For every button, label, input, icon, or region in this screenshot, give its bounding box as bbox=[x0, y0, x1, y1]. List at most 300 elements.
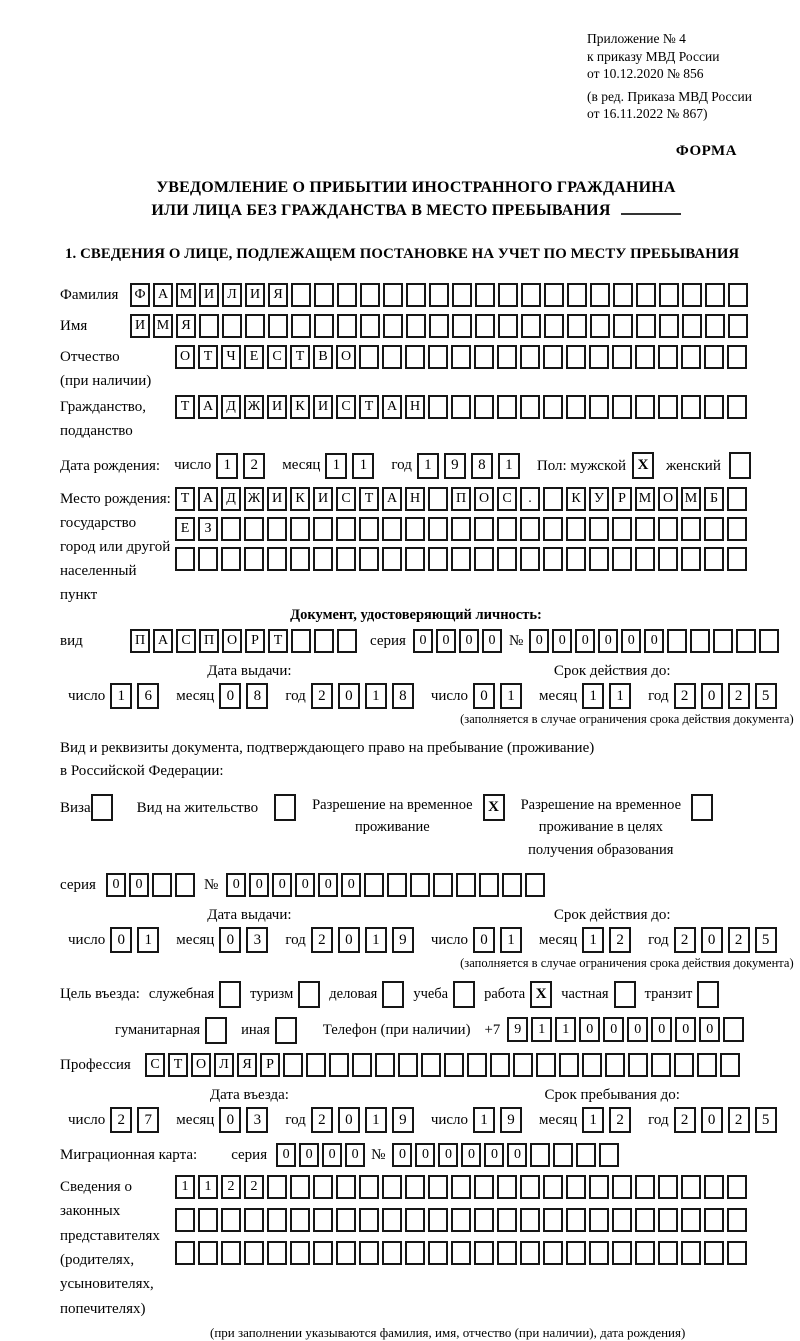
char-box[interactable] bbox=[290, 517, 310, 541]
char-box[interactable]: 0 bbox=[318, 873, 338, 897]
char-box[interactable] bbox=[475, 283, 495, 307]
char-box[interactable] bbox=[543, 1175, 563, 1199]
char-box[interactable]: И bbox=[130, 314, 150, 338]
char-box[interactable] bbox=[336, 1208, 356, 1232]
char-box[interactable]: 8 bbox=[392, 683, 414, 709]
char-box[interactable] bbox=[543, 517, 563, 541]
char-box[interactable]: 1 bbox=[609, 683, 631, 709]
char-box[interactable]: 0 bbox=[473, 927, 495, 953]
char-box[interactable]: Р bbox=[260, 1053, 280, 1077]
char-box[interactable]: З bbox=[198, 517, 218, 541]
char-box[interactable] bbox=[635, 1175, 655, 1199]
char-box[interactable] bbox=[704, 517, 724, 541]
char-box[interactable] bbox=[681, 395, 701, 419]
char-box[interactable] bbox=[497, 1208, 517, 1232]
char-box[interactable]: 0 bbox=[219, 927, 241, 953]
checkbox-edu-permit[interactable] bbox=[691, 794, 713, 821]
char-box[interactable] bbox=[175, 1208, 195, 1232]
char-box[interactable] bbox=[474, 1175, 494, 1199]
char-box[interactable]: С bbox=[336, 395, 356, 419]
char-box[interactable] bbox=[635, 1241, 655, 1265]
char-box[interactable] bbox=[521, 283, 541, 307]
char-box[interactable]: 0 bbox=[219, 683, 241, 709]
char-box[interactable] bbox=[474, 547, 494, 571]
char-box[interactable]: Т bbox=[290, 345, 310, 369]
char-box[interactable] bbox=[428, 1175, 448, 1199]
char-box[interactable]: 1 bbox=[352, 453, 374, 479]
char-box[interactable] bbox=[736, 629, 756, 653]
char-box[interactable]: Н bbox=[405, 487, 425, 511]
char-box[interactable]: 3 bbox=[246, 1107, 268, 1133]
char-box[interactable]: 0 bbox=[598, 629, 618, 653]
char-box[interactable] bbox=[566, 1241, 586, 1265]
char-box[interactable]: 0 bbox=[701, 927, 723, 953]
char-box[interactable] bbox=[682, 314, 702, 338]
char-box[interactable] bbox=[428, 1241, 448, 1265]
char-box[interactable] bbox=[452, 314, 472, 338]
char-box[interactable] bbox=[267, 1208, 287, 1232]
char-box[interactable] bbox=[690, 629, 710, 653]
char-box[interactable] bbox=[566, 547, 586, 571]
char-box[interactable]: О bbox=[658, 487, 678, 511]
char-box[interactable] bbox=[543, 395, 563, 419]
char-box[interactable] bbox=[520, 395, 540, 419]
char-box[interactable] bbox=[456, 873, 476, 897]
char-box[interactable]: 0 bbox=[436, 629, 456, 653]
char-box[interactable]: 0 bbox=[106, 873, 126, 897]
char-box[interactable]: 0 bbox=[675, 1017, 696, 1042]
char-box[interactable]: 0 bbox=[699, 1017, 720, 1042]
char-box[interactable] bbox=[451, 547, 471, 571]
char-box[interactable] bbox=[566, 1208, 586, 1232]
char-box[interactable] bbox=[245, 314, 265, 338]
char-box[interactable]: Ф bbox=[130, 283, 150, 307]
char-box[interactable] bbox=[475, 314, 495, 338]
char-box[interactable] bbox=[359, 1175, 379, 1199]
char-box[interactable] bbox=[589, 517, 609, 541]
char-box[interactable] bbox=[566, 1175, 586, 1199]
char-box[interactable] bbox=[613, 283, 633, 307]
char-box[interactable] bbox=[429, 314, 449, 338]
char-box[interactable] bbox=[697, 1053, 717, 1077]
char-box[interactable]: И bbox=[313, 395, 333, 419]
char-box[interactable] bbox=[520, 517, 540, 541]
checkbox-purpose-work[interactable]: X bbox=[530, 981, 552, 1008]
char-box[interactable]: 0 bbox=[651, 1017, 672, 1042]
char-box[interactable]: 2 bbox=[244, 1175, 264, 1199]
char-box[interactable] bbox=[705, 283, 725, 307]
char-box[interactable] bbox=[428, 395, 448, 419]
char-box[interactable] bbox=[704, 1241, 724, 1265]
char-box[interactable]: Е bbox=[175, 517, 195, 541]
char-box[interactable] bbox=[497, 547, 517, 571]
char-box[interactable] bbox=[382, 1241, 402, 1265]
char-box[interactable] bbox=[599, 1143, 619, 1167]
char-box[interactable] bbox=[352, 1053, 372, 1077]
char-box[interactable]: Н bbox=[405, 395, 425, 419]
char-box[interactable]: 0 bbox=[338, 1107, 360, 1133]
char-box[interactable]: 2 bbox=[609, 927, 631, 953]
char-box[interactable]: И bbox=[267, 487, 287, 511]
char-box[interactable] bbox=[498, 314, 518, 338]
char-box[interactable] bbox=[520, 1241, 540, 1265]
char-box[interactable]: С bbox=[145, 1053, 165, 1077]
char-box[interactable] bbox=[360, 283, 380, 307]
char-box[interactable]: Т bbox=[359, 487, 379, 511]
char-box[interactable] bbox=[383, 314, 403, 338]
char-box[interactable] bbox=[658, 1208, 678, 1232]
char-box[interactable] bbox=[520, 547, 540, 571]
char-box[interactable] bbox=[589, 395, 609, 419]
char-box[interactable] bbox=[544, 283, 564, 307]
char-box[interactable]: А bbox=[382, 395, 402, 419]
char-box[interactable] bbox=[567, 283, 587, 307]
char-box[interactable] bbox=[589, 547, 609, 571]
char-box[interactable] bbox=[497, 395, 517, 419]
char-box[interactable]: 5 bbox=[755, 683, 777, 709]
checkbox-male[interactable]: X bbox=[632, 452, 654, 479]
char-box[interactable] bbox=[727, 487, 747, 511]
char-box[interactable]: Т bbox=[175, 395, 195, 419]
char-box[interactable] bbox=[658, 517, 678, 541]
char-box[interactable] bbox=[727, 547, 747, 571]
char-box[interactable] bbox=[479, 873, 499, 897]
char-box[interactable] bbox=[175, 547, 195, 571]
char-box[interactable] bbox=[658, 1175, 678, 1199]
char-box[interactable]: 7 bbox=[137, 1107, 159, 1133]
char-box[interactable]: Ч bbox=[221, 345, 241, 369]
char-box[interactable] bbox=[451, 1241, 471, 1265]
char-box[interactable]: 0 bbox=[701, 1107, 723, 1133]
char-box[interactable] bbox=[612, 547, 632, 571]
char-box[interactable] bbox=[520, 1175, 540, 1199]
checkbox-purpose-official[interactable] bbox=[219, 981, 241, 1008]
char-box[interactable]: 0 bbox=[529, 629, 549, 653]
char-box[interactable] bbox=[513, 1053, 533, 1077]
char-box[interactable] bbox=[520, 345, 540, 369]
char-box[interactable] bbox=[290, 1175, 310, 1199]
char-box[interactable] bbox=[467, 1053, 487, 1077]
char-box[interactable] bbox=[728, 314, 748, 338]
char-box[interactable]: 1 bbox=[500, 927, 522, 953]
char-box[interactable] bbox=[428, 517, 448, 541]
char-box[interactable] bbox=[244, 547, 264, 571]
char-box[interactable]: Р bbox=[245, 629, 265, 653]
char-box[interactable] bbox=[429, 283, 449, 307]
char-box[interactable] bbox=[576, 1143, 596, 1167]
char-box[interactable]: Ж bbox=[244, 487, 264, 511]
char-box[interactable] bbox=[681, 1208, 701, 1232]
char-box[interactable]: Д bbox=[221, 395, 241, 419]
char-box[interactable]: П bbox=[199, 629, 219, 653]
char-box[interactable] bbox=[759, 629, 779, 653]
char-box[interactable] bbox=[337, 283, 357, 307]
char-box[interactable] bbox=[267, 1241, 287, 1265]
char-box[interactable] bbox=[337, 314, 357, 338]
char-box[interactable] bbox=[375, 1053, 395, 1077]
char-box[interactable]: 1 bbox=[500, 683, 522, 709]
char-box[interactable] bbox=[364, 873, 384, 897]
char-box[interactable] bbox=[360, 314, 380, 338]
char-box[interactable] bbox=[727, 395, 747, 419]
char-box[interactable]: 0 bbox=[392, 1143, 412, 1167]
char-box[interactable] bbox=[521, 314, 541, 338]
char-box[interactable] bbox=[383, 283, 403, 307]
char-box[interactable]: 5 bbox=[755, 927, 777, 953]
char-box[interactable]: 1 bbox=[555, 1017, 576, 1042]
char-box[interactable]: 1 bbox=[473, 1107, 495, 1133]
char-box[interactable]: В bbox=[313, 345, 333, 369]
checkbox-purpose-business[interactable] bbox=[382, 981, 404, 1008]
char-box[interactable]: Ж bbox=[244, 395, 264, 419]
char-box[interactable] bbox=[405, 345, 425, 369]
char-box[interactable]: Я bbox=[268, 283, 288, 307]
char-box[interactable]: 2 bbox=[311, 1107, 333, 1133]
char-box[interactable] bbox=[382, 345, 402, 369]
char-box[interactable]: К bbox=[290, 395, 310, 419]
char-box[interactable]: 0 bbox=[129, 873, 149, 897]
char-box[interactable]: О bbox=[175, 345, 195, 369]
char-box[interactable] bbox=[728, 283, 748, 307]
char-box[interactable]: А bbox=[153, 283, 173, 307]
char-box[interactable] bbox=[452, 283, 472, 307]
char-box[interactable]: 2 bbox=[609, 1107, 631, 1133]
char-box[interactable] bbox=[359, 1208, 379, 1232]
char-box[interactable] bbox=[490, 1053, 510, 1077]
char-box[interactable] bbox=[704, 395, 724, 419]
char-box[interactable] bbox=[198, 1208, 218, 1232]
char-box[interactable] bbox=[336, 547, 356, 571]
char-box[interactable]: О bbox=[474, 487, 494, 511]
char-box[interactable] bbox=[681, 1175, 701, 1199]
char-box[interactable] bbox=[405, 1208, 425, 1232]
char-box[interactable] bbox=[290, 547, 310, 571]
char-box[interactable]: И bbox=[199, 283, 219, 307]
char-box[interactable]: 2 bbox=[311, 683, 333, 709]
char-box[interactable]: 0 bbox=[341, 873, 361, 897]
char-box[interactable]: 1 bbox=[365, 927, 387, 953]
checkbox-purpose-humanitarian[interactable] bbox=[205, 1017, 227, 1044]
char-box[interactable] bbox=[451, 1175, 471, 1199]
char-box[interactable]: 2 bbox=[728, 683, 750, 709]
char-box[interactable] bbox=[727, 1241, 747, 1265]
char-box[interactable] bbox=[290, 1241, 310, 1265]
char-box[interactable] bbox=[175, 873, 195, 897]
char-box[interactable]: 0 bbox=[484, 1143, 504, 1167]
char-box[interactable] bbox=[410, 873, 430, 897]
char-box[interactable]: М bbox=[681, 487, 701, 511]
char-box[interactable] bbox=[221, 1208, 241, 1232]
char-box[interactable] bbox=[222, 314, 242, 338]
char-box[interactable]: 1 bbox=[582, 1107, 604, 1133]
char-box[interactable] bbox=[605, 1053, 625, 1077]
char-box[interactable] bbox=[433, 873, 453, 897]
char-box[interactable] bbox=[336, 517, 356, 541]
char-box[interactable] bbox=[382, 1208, 402, 1232]
char-box[interactable]: 1 bbox=[417, 453, 439, 479]
char-box[interactable]: 0 bbox=[507, 1143, 527, 1167]
char-box[interactable]: 0 bbox=[413, 629, 433, 653]
char-box[interactable] bbox=[682, 283, 702, 307]
char-box[interactable]: 0 bbox=[345, 1143, 365, 1167]
char-box[interactable] bbox=[474, 345, 494, 369]
char-box[interactable] bbox=[267, 517, 287, 541]
checkbox-residence-permit[interactable] bbox=[274, 794, 296, 821]
char-box[interactable] bbox=[612, 1175, 632, 1199]
checkbox-purpose-transit[interactable] bbox=[697, 981, 719, 1008]
char-box[interactable] bbox=[589, 345, 609, 369]
char-box[interactable] bbox=[681, 1241, 701, 1265]
char-box[interactable]: И bbox=[267, 395, 287, 419]
char-box[interactable] bbox=[406, 314, 426, 338]
char-box[interactable]: 8 bbox=[471, 453, 493, 479]
char-box[interactable]: 0 bbox=[338, 927, 360, 953]
char-box[interactable] bbox=[566, 345, 586, 369]
char-box[interactable] bbox=[659, 283, 679, 307]
char-box[interactable] bbox=[543, 547, 563, 571]
char-box[interactable]: Т bbox=[198, 345, 218, 369]
char-box[interactable] bbox=[727, 517, 747, 541]
char-box[interactable] bbox=[705, 314, 725, 338]
char-box[interactable]: Д bbox=[221, 487, 241, 511]
char-box[interactable] bbox=[291, 314, 311, 338]
checkbox-temp-permit[interactable]: X bbox=[483, 794, 505, 821]
char-box[interactable]: О bbox=[336, 345, 356, 369]
char-box[interactable]: П bbox=[130, 629, 150, 653]
char-box[interactable]: 2 bbox=[311, 927, 333, 953]
char-box[interactable] bbox=[612, 1208, 632, 1232]
char-box[interactable] bbox=[451, 1208, 471, 1232]
char-box[interactable] bbox=[543, 1208, 563, 1232]
char-box[interactable] bbox=[635, 517, 655, 541]
char-box[interactable] bbox=[567, 314, 587, 338]
char-box[interactable] bbox=[590, 314, 610, 338]
char-box[interactable] bbox=[497, 1241, 517, 1265]
char-box[interactable] bbox=[336, 1241, 356, 1265]
char-box[interactable]: 2 bbox=[674, 683, 696, 709]
char-box[interactable]: 0 bbox=[603, 1017, 624, 1042]
char-box[interactable]: . bbox=[520, 487, 540, 511]
char-box[interactable] bbox=[667, 629, 687, 653]
char-box[interactable] bbox=[428, 547, 448, 571]
char-box[interactable]: 1 bbox=[216, 453, 238, 479]
char-box[interactable]: 1 bbox=[365, 683, 387, 709]
char-box[interactable]: 0 bbox=[701, 683, 723, 709]
char-box[interactable]: 0 bbox=[110, 927, 132, 953]
checkbox-purpose-other[interactable] bbox=[275, 1017, 297, 1044]
char-box[interactable]: 0 bbox=[219, 1107, 241, 1133]
char-box[interactable] bbox=[590, 283, 610, 307]
char-box[interactable] bbox=[474, 1241, 494, 1265]
char-box[interactable] bbox=[589, 1208, 609, 1232]
char-box[interactable]: 1 bbox=[175, 1175, 195, 1199]
char-box[interactable]: 2 bbox=[728, 927, 750, 953]
char-box[interactable] bbox=[497, 345, 517, 369]
char-box[interactable] bbox=[704, 1208, 724, 1232]
char-box[interactable] bbox=[451, 517, 471, 541]
char-box[interactable] bbox=[681, 345, 701, 369]
char-box[interactable] bbox=[613, 314, 633, 338]
checkbox-purpose-private[interactable] bbox=[614, 981, 636, 1008]
char-box[interactable]: 1 bbox=[110, 683, 132, 709]
char-box[interactable]: 2 bbox=[221, 1175, 241, 1199]
checkbox-purpose-tourism[interactable] bbox=[298, 981, 320, 1008]
char-box[interactable] bbox=[152, 873, 172, 897]
char-box[interactable] bbox=[713, 629, 733, 653]
char-box[interactable]: 8 bbox=[246, 683, 268, 709]
char-box[interactable] bbox=[428, 345, 448, 369]
char-box[interactable] bbox=[612, 1241, 632, 1265]
char-box[interactable] bbox=[612, 395, 632, 419]
char-box[interactable] bbox=[406, 283, 426, 307]
char-box[interactable] bbox=[405, 1175, 425, 1199]
char-box[interactable] bbox=[175, 1241, 195, 1265]
char-box[interactable] bbox=[659, 314, 679, 338]
char-box[interactable] bbox=[704, 547, 724, 571]
char-box[interactable] bbox=[337, 629, 357, 653]
char-box[interactable]: 0 bbox=[579, 1017, 600, 1042]
char-box[interactable]: 1 bbox=[531, 1017, 552, 1042]
char-box[interactable] bbox=[658, 345, 678, 369]
char-box[interactable] bbox=[704, 1175, 724, 1199]
char-box[interactable] bbox=[543, 1241, 563, 1265]
char-box[interactable]: 0 bbox=[322, 1143, 342, 1167]
char-box[interactable] bbox=[382, 547, 402, 571]
char-box[interactable] bbox=[520, 1208, 540, 1232]
char-box[interactable]: Л bbox=[214, 1053, 234, 1077]
char-box[interactable] bbox=[589, 1175, 609, 1199]
char-box[interactable] bbox=[244, 1208, 264, 1232]
char-box[interactable] bbox=[681, 547, 701, 571]
char-box[interactable] bbox=[359, 547, 379, 571]
char-box[interactable]: 9 bbox=[507, 1017, 528, 1042]
char-box[interactable] bbox=[199, 314, 219, 338]
char-box[interactable] bbox=[658, 547, 678, 571]
char-box[interactable]: 0 bbox=[226, 873, 246, 897]
char-box[interactable] bbox=[582, 1053, 602, 1077]
char-box[interactable] bbox=[566, 395, 586, 419]
char-box[interactable] bbox=[267, 1175, 287, 1199]
char-box[interactable] bbox=[405, 517, 425, 541]
char-box[interactable]: 0 bbox=[338, 683, 360, 709]
char-box[interactable] bbox=[502, 873, 522, 897]
char-box[interactable] bbox=[635, 1208, 655, 1232]
char-box[interactable] bbox=[658, 395, 678, 419]
char-box[interactable] bbox=[704, 345, 724, 369]
char-box[interactable] bbox=[314, 314, 334, 338]
char-box[interactable]: 9 bbox=[500, 1107, 522, 1133]
char-box[interactable] bbox=[720, 1053, 740, 1077]
char-box[interactable] bbox=[559, 1053, 579, 1077]
char-box[interactable]: М bbox=[153, 314, 173, 338]
char-box[interactable]: 6 bbox=[137, 683, 159, 709]
char-box[interactable]: А bbox=[382, 487, 402, 511]
char-box[interactable] bbox=[543, 487, 563, 511]
char-box[interactable] bbox=[398, 1053, 418, 1077]
char-box[interactable]: 2 bbox=[674, 927, 696, 953]
char-box[interactable] bbox=[727, 345, 747, 369]
char-box[interactable] bbox=[658, 1241, 678, 1265]
char-box[interactable]: А bbox=[198, 395, 218, 419]
char-box[interactable]: 0 bbox=[644, 629, 664, 653]
char-box[interactable]: 0 bbox=[461, 1143, 481, 1167]
char-box[interactable] bbox=[451, 395, 471, 419]
char-box[interactable]: 0 bbox=[295, 873, 315, 897]
char-box[interactable] bbox=[674, 1053, 694, 1077]
char-box[interactable] bbox=[497, 517, 517, 541]
char-box[interactable]: 5 bbox=[755, 1107, 777, 1133]
char-box[interactable]: 1 bbox=[582, 683, 604, 709]
